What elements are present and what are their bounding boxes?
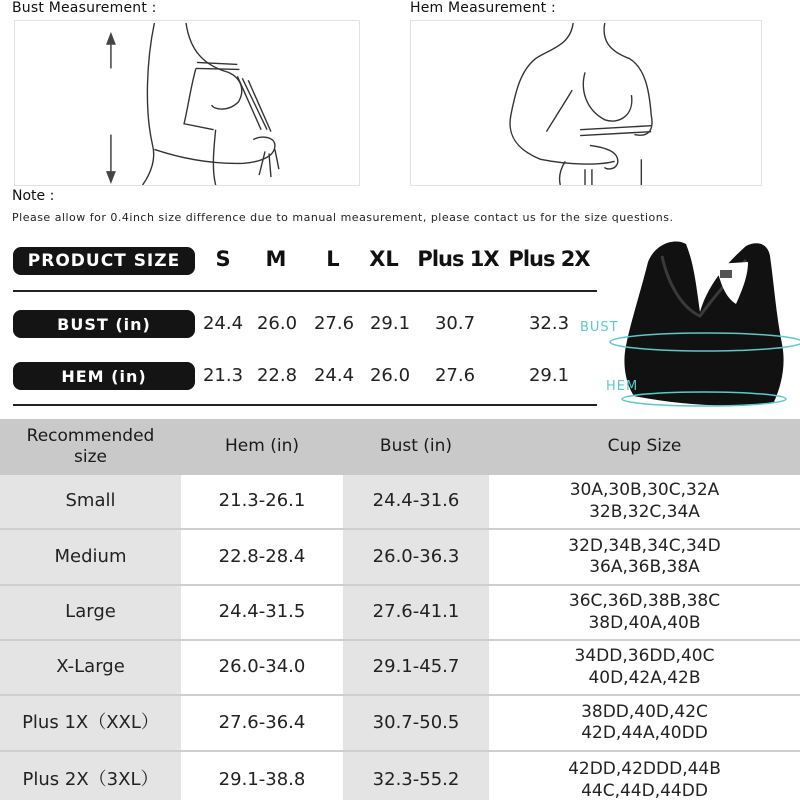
table-row-size: Large xyxy=(0,586,181,641)
hem-value-l: 24.4 xyxy=(313,365,355,386)
table-row-cup xyxy=(489,696,800,752)
table-row-bust: 27.6-41.1 xyxy=(343,586,489,641)
table-row-size: Plus 2X（3XL） xyxy=(0,752,181,800)
cup-line-2: 44C,44D,44DD xyxy=(581,780,708,800)
cup-line-1: 38DD,40D,42C xyxy=(581,701,708,722)
bust-measurement-illustration xyxy=(14,20,360,186)
table-row-hem: 22.8-28.4 xyxy=(181,530,343,586)
table-row-hem: 26.0-34.0 xyxy=(181,641,343,696)
table-row-hem: 21.3-26.1 xyxy=(181,475,343,530)
sports-bra-product-image xyxy=(580,234,800,412)
hem-value-xl: 26.0 xyxy=(369,365,411,386)
table-row-cup xyxy=(489,752,800,800)
recommended-size-table xyxy=(0,419,800,800)
hem-measure-figure-icon xyxy=(411,21,761,185)
bust-value-plus2x: 32.3 xyxy=(528,313,570,334)
cup-line-1: 42DD,42DDD,44B xyxy=(568,759,721,780)
table-row-cup xyxy=(489,586,800,641)
cup-line-1: 34DD,36DD,40C xyxy=(574,646,715,667)
bust-value-plus1x: 30.7 xyxy=(434,313,476,334)
cup-line-2: 32B,32C,34A xyxy=(589,501,700,522)
size-header-m: M xyxy=(265,247,287,271)
bust-label: BUST (in) xyxy=(13,310,195,338)
table-row-cup xyxy=(489,475,800,530)
hem-value-m: 22.8 xyxy=(256,365,298,386)
note-title: Note : xyxy=(12,188,55,204)
hem-label: HEM (in) xyxy=(13,362,195,390)
header-bust: Bust (in) xyxy=(343,419,489,475)
cup-line-2: 36A,36B,38A xyxy=(589,557,700,577)
table-row-bust: 29.1-45.7 xyxy=(343,641,489,696)
table-row-cup xyxy=(489,641,800,696)
bust-diagram-label: BUST xyxy=(580,320,619,335)
table-row-cup xyxy=(489,530,800,586)
cup-line-1: 32D,34B,34C,34D xyxy=(568,535,721,556)
hem-value-s: 21.3 xyxy=(202,365,244,386)
bust-value-s: 24.4 xyxy=(202,313,244,334)
cup-line-2: 42D,44A,40DD xyxy=(581,723,708,743)
hem-diagram-label: HEM xyxy=(606,379,639,394)
size-header-xl: XL xyxy=(369,247,399,271)
cup-line-2: 40D,42A,42B xyxy=(588,667,701,688)
bust-measurement-title: Bust Measurement : xyxy=(12,0,157,16)
size-header-plus1x: Plus 1X xyxy=(417,247,499,271)
bust-value-m: 26.0 xyxy=(256,313,298,334)
bust-value-xl: 29.1 xyxy=(369,313,411,334)
hem-value-plus2x: 29.1 xyxy=(528,365,570,386)
divider-bottom xyxy=(13,404,597,406)
divider-top xyxy=(13,290,597,292)
table-row-hem: 24.4-31.5 xyxy=(181,586,343,641)
header-cup-size: Cup Size xyxy=(489,419,800,475)
hem-value-plus1x: 27.6 xyxy=(434,365,476,386)
size-header-l: L xyxy=(326,247,340,271)
note-text: Please allow for 0.4inch size difference due to manual measurement, please contact us for the size questions. xyxy=(12,211,674,224)
table-row-size: Medium xyxy=(0,530,181,586)
table-row-bust: 32.3-55.2 xyxy=(343,752,489,800)
table-row-size: X-Large xyxy=(0,641,181,696)
table-row-bust: 24.4-31.6 xyxy=(343,475,489,530)
table-row-bust: 26.0-36.3 xyxy=(343,530,489,586)
bust-measure-figure-icon xyxy=(15,21,359,185)
table-row-size: Small xyxy=(0,475,181,530)
cup-line-1: 30A,30B,30C,32A xyxy=(569,480,720,501)
table-row-bust: 30.7-50.5 xyxy=(343,696,489,752)
header-hem: Hem (in) xyxy=(181,419,343,475)
hem-measurement-title: Hem Measurement : xyxy=(410,0,556,16)
product-size-label: PRODUCT SIZE xyxy=(13,247,195,275)
cup-line-2: 38D,40A,40B xyxy=(588,612,701,633)
size-header-s: S xyxy=(215,247,231,271)
table-row-hem: 29.1-38.8 xyxy=(181,752,343,800)
table-row-size: Plus 1X（XXL） xyxy=(0,696,181,752)
header-recommended-size: Recommended size xyxy=(0,419,181,475)
bust-value-l: 27.6 xyxy=(313,313,355,334)
cup-line-1: 36C,36D,38B,38C xyxy=(568,591,721,612)
size-header-plus2x: Plus 2X xyxy=(508,247,590,271)
table-row-hem: 27.6-36.4 xyxy=(181,696,343,752)
hem-measurement-illustration xyxy=(410,20,762,186)
